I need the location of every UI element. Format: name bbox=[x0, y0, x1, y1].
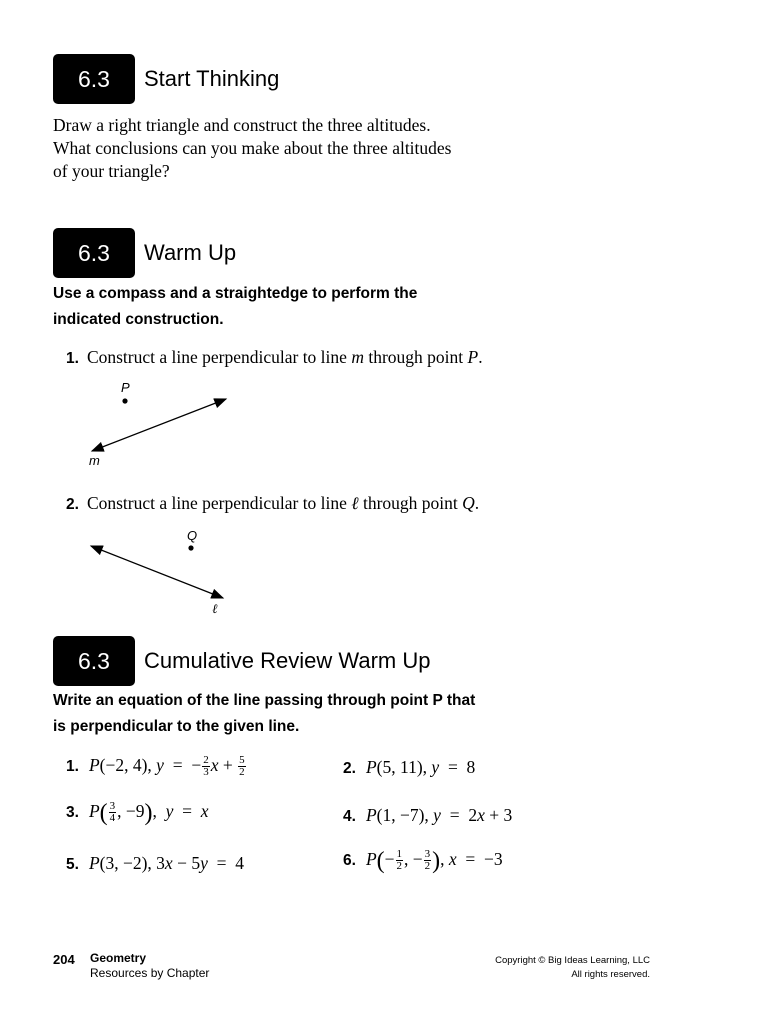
cumulative-instructions bbox=[53, 688, 475, 740]
problem-expression: P(1, −7), y = 2x + 3 bbox=[365, 805, 513, 825]
review-problem-2 bbox=[343, 756, 475, 779]
section-badge-start-thinking: 6.3 bbox=[53, 54, 135, 104]
problem-number: 2. bbox=[66, 496, 79, 513]
problem-expression: P(− $\frac{1}{2}$ , − $\frac{3}{2}$ ), x = −3 bbox=[365, 848, 503, 874]
warm-up-instructions bbox=[53, 281, 417, 333]
problem-expression: P(−2, 4), y = − $\frac{2}{3}$ x + $\frac{5}{2}$ bbox=[88, 754, 245, 779]
problem-expression: P(3, −2), 3x − 5y = 4 bbox=[88, 853, 244, 873]
line-m-label: m bbox=[89, 453, 100, 468]
problem-number: 6. bbox=[343, 852, 356, 869]
problem-number: 2. bbox=[343, 760, 356, 777]
line-l-label: ℓ bbox=[212, 601, 218, 616]
problem-text: Construct a line perpendicular to line m through point P. bbox=[86, 347, 483, 367]
section-title-start-thinking: Start Thinking bbox=[144, 66, 280, 91]
start-thinking-prompt bbox=[53, 114, 451, 183]
page-number: 204 bbox=[53, 952, 75, 967]
problem-text: Construct a line perpendicular to line ℓ through point Q. bbox=[86, 493, 480, 513]
instruction-line: indicated construction. bbox=[53, 311, 224, 328]
instruction-line: Write an equation of the line passing through point P that bbox=[53, 692, 476, 709]
section-title-warm-up: Warm Up bbox=[144, 240, 237, 265]
problem-expression: P( $\frac{3}{4}$ , −9), y = x bbox=[88, 800, 209, 826]
problem-number: 1. bbox=[66, 350, 79, 367]
review-problem-1 bbox=[66, 754, 247, 778]
copyright-notice bbox=[495, 954, 650, 982]
problem-expression: P(5, 11), y = 8 bbox=[365, 757, 476, 777]
book-title: Geometry bbox=[90, 951, 147, 965]
warm-up-problem-2 bbox=[66, 492, 479, 515]
instruction-line: Use a compass and a straightedge to perform the bbox=[53, 285, 418, 302]
review-problem-4 bbox=[343, 804, 512, 827]
point-q bbox=[188, 545, 193, 550]
book-subtitle: Resources by Chapter bbox=[90, 966, 210, 980]
construction-figure-1 bbox=[80, 375, 250, 470]
rights-line: All rights reserved. bbox=[571, 969, 650, 980]
problem-number: 1. bbox=[66, 758, 79, 775]
problem-number: 4. bbox=[343, 808, 356, 825]
point-p bbox=[122, 398, 127, 403]
problem-number: 3. bbox=[66, 804, 79, 821]
review-problem-3 bbox=[66, 800, 209, 825]
point-q-label: Q bbox=[187, 528, 198, 543]
line-l bbox=[91, 546, 223, 598]
instruction-line: is perpendicular to the given line. bbox=[53, 718, 300, 735]
prompt-line: Draw a right triangle and construct the three altitudes. bbox=[53, 115, 431, 135]
section-title-cumulative-review: Cumulative Review Warm Up bbox=[144, 648, 431, 673]
problem-number: 5. bbox=[66, 856, 79, 873]
review-problem-6 bbox=[343, 848, 503, 873]
book-info bbox=[90, 951, 209, 981]
point-p-label: P bbox=[121, 380, 130, 395]
prompt-line: What conclusions can you make about the three altitudes bbox=[53, 138, 452, 158]
warm-up-problem-1 bbox=[66, 346, 483, 369]
construction-figure-2 bbox=[80, 525, 250, 620]
section-badge-cumulative-review: 6.3 bbox=[53, 636, 135, 686]
review-problem-5 bbox=[66, 852, 244, 875]
section-badge-warm-up: 6.3 bbox=[53, 228, 135, 278]
line-m bbox=[92, 399, 226, 451]
copyright-line: Copyright © Big Ideas Learning, LLC bbox=[495, 955, 650, 966]
prompt-line: of your triangle? bbox=[53, 161, 170, 181]
